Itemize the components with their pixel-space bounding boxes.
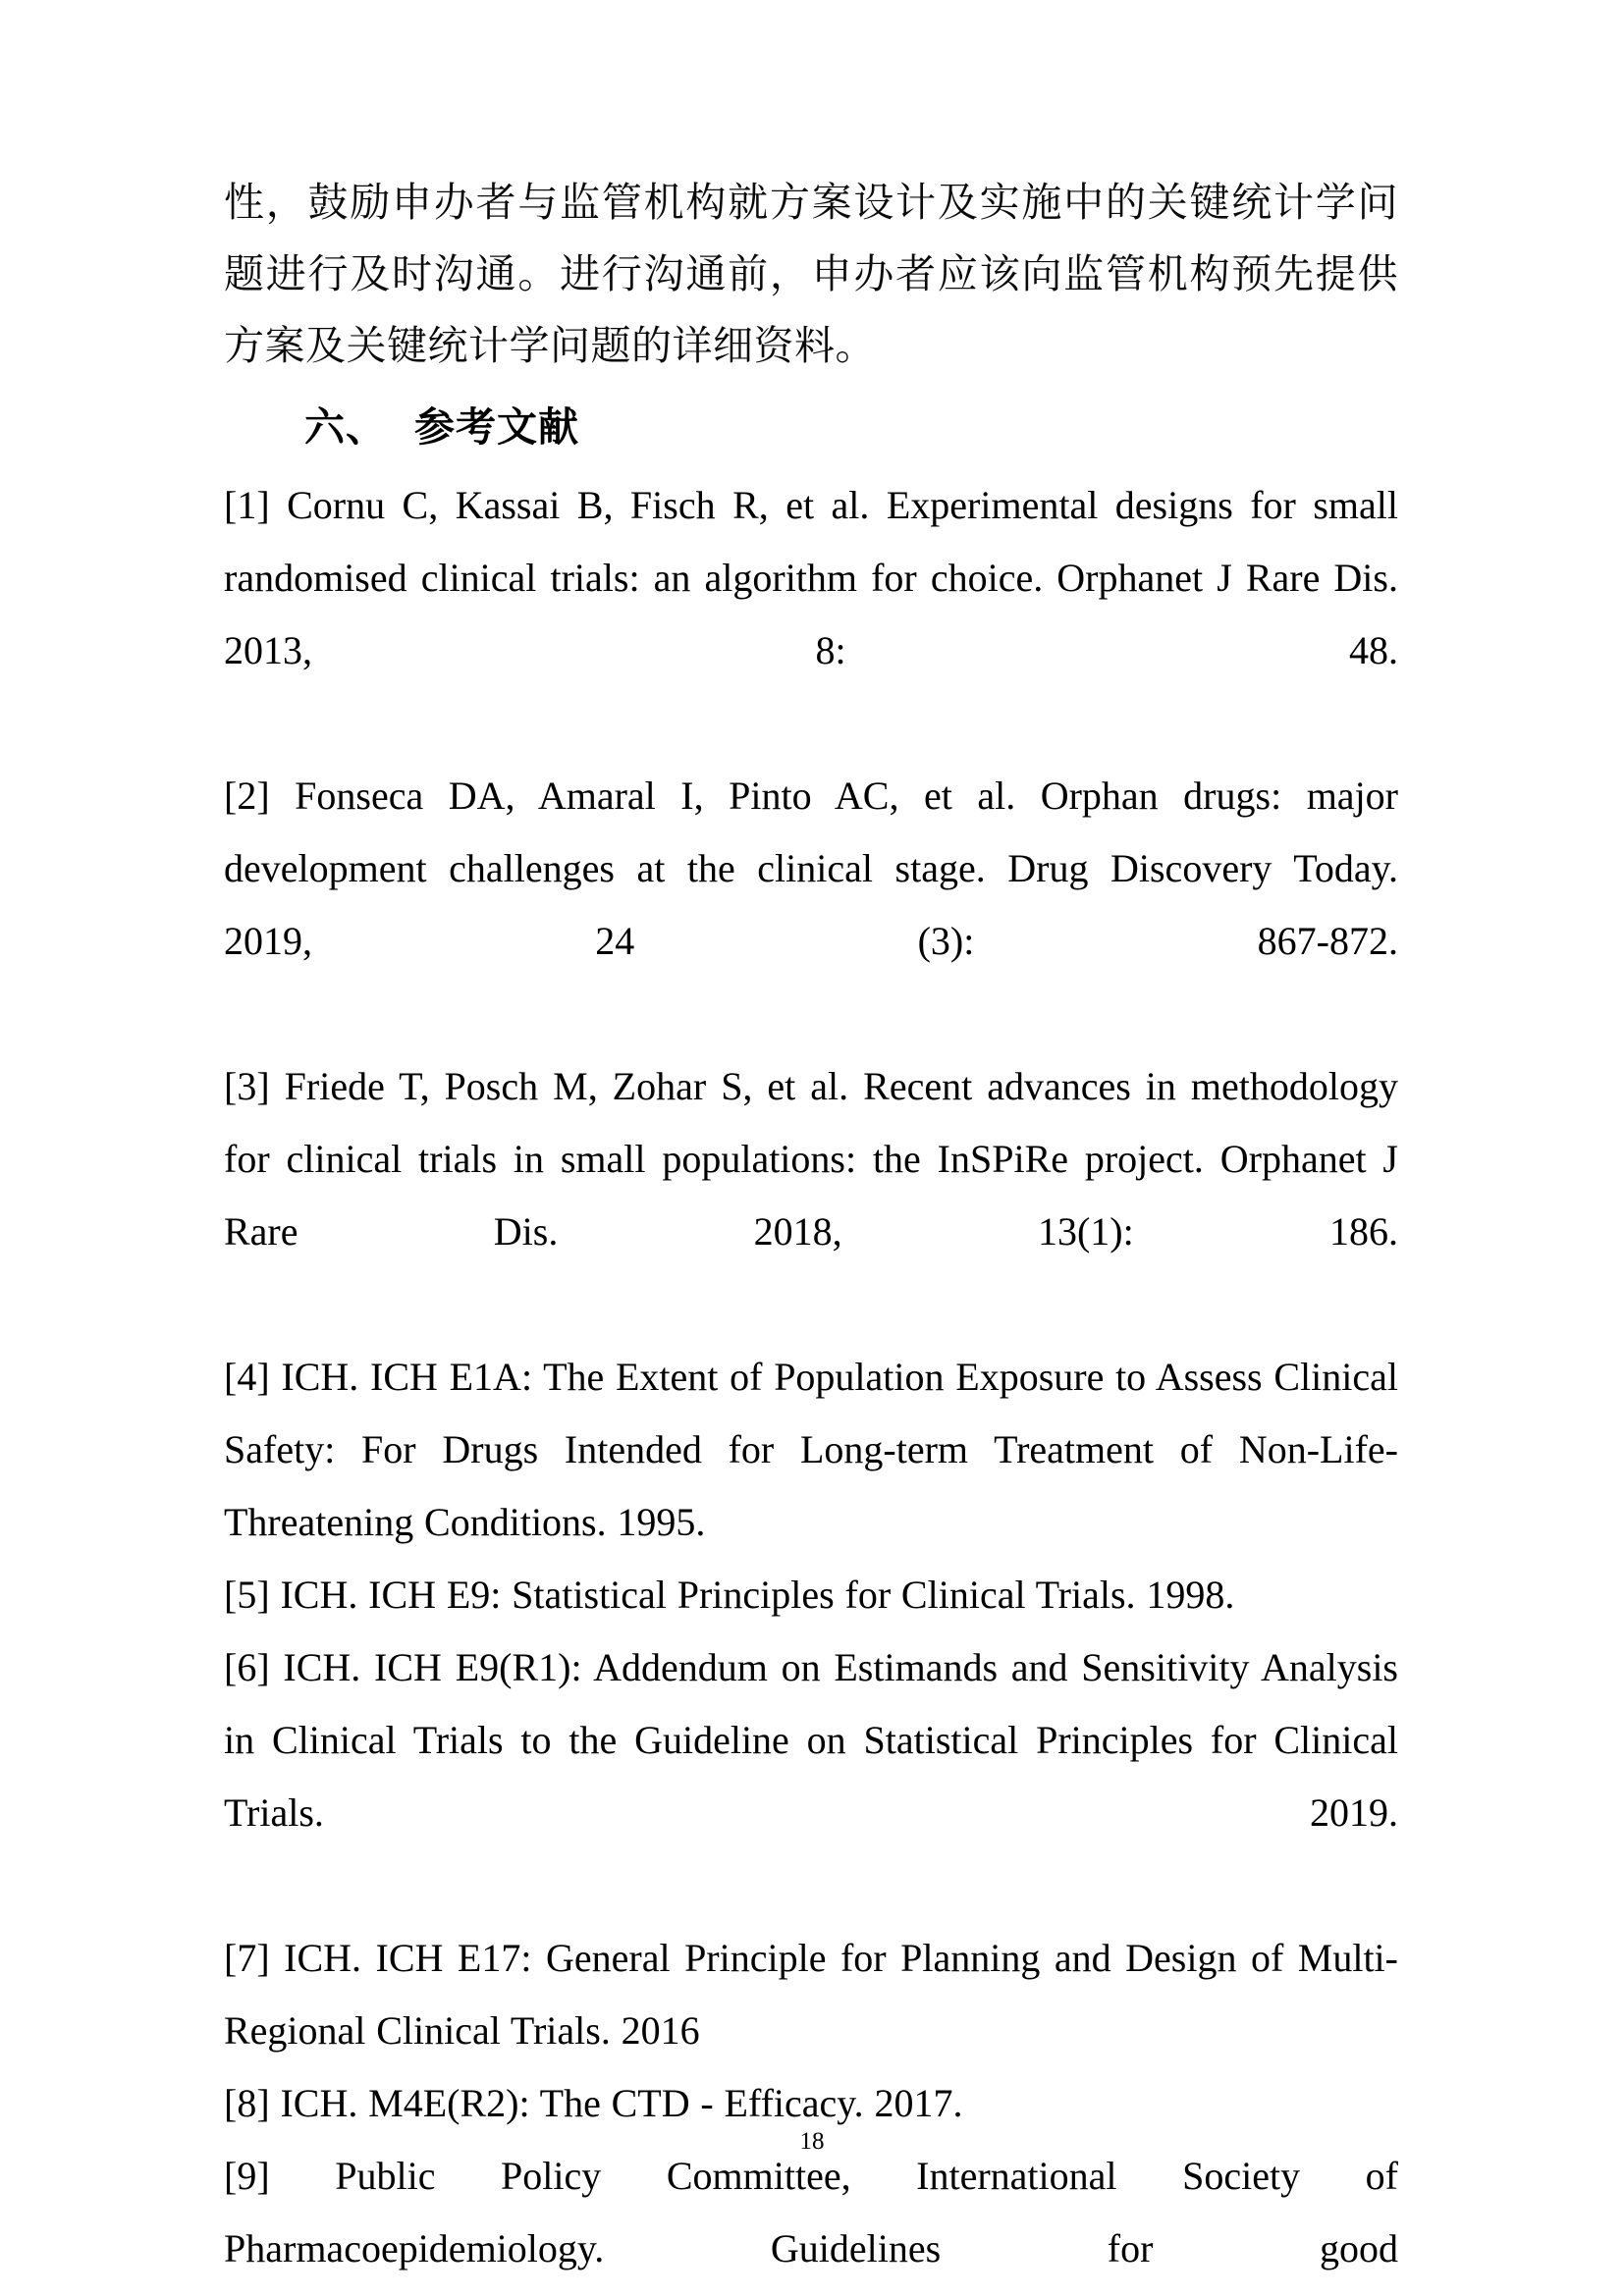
section-number: 六、 bbox=[304, 403, 387, 451]
reference-entry-4: [4] ICH. ICH E1A: The Extent of Population Exposure to Assess Clinical Safety: For Drugs Intended for Long-term Treatment of Non-Life-Threatening Conditions. 1995. bbox=[224, 1355, 1398, 1544]
reference-entry-1: [1] Cornu C, Kassai B, Fisch R, et al. Experimental designs for small randomised clinical trials: an algorithm for choice. Orphanet J Rare Dis. 2013, 8: 48. bbox=[224, 483, 1398, 672]
reference-entry-9: [9] Public Policy Committee, International Society of Pharmacoepidemiology. Guidelines for good bbox=[224, 2154, 1398, 2270]
reference-entry-3: [3] Friede T, Posch M, Zohar S, et al. Recent advances in methodology for clinical trials in small populations: the InSPiRe project. Orphanet J Rare Dis. 2018, 13(1): 186. bbox=[224, 1064, 1398, 1254]
reference-list bbox=[224, 469, 1398, 2296]
reference-entry-5: [5] ICH. ICH E9: Statistical Principles for Clinical Trials. 1998. bbox=[224, 1573, 1235, 1617]
page-content bbox=[224, 167, 1398, 2296]
page-number: 18 bbox=[799, 2128, 825, 2155]
reference-entry-6: [6] ICH. ICH E9(R1): Addendum on Estimands and Sensitivity Analysis in Clinical Trials to the Guideline on Statistical Principles for Clinical Trials. 2019. bbox=[224, 1645, 1398, 1835]
reference-entry-2: [2] Fonseca DA, Amaral I, Pinto AC, et al. Orphan drugs: major development challenges at the clinical stage. Drug Discovery Today. 2019, 24 (3): 867-872. bbox=[224, 774, 1398, 963]
body-paragraph: 性，鼓励申办者与监管机构就方案设计及实施中的关键统计学问题进行及时沟通。进行沟通前，申办者应该向监管机构预先提供方案及关键统计学问题的详细资料。 bbox=[224, 179, 1398, 369]
section-heading bbox=[224, 392, 1398, 463]
reference-entry-7: [7] ICH. ICH E17: General Principle for Planning and Design of Multi-Regional Clinical Trials. 2016 bbox=[224, 1936, 1398, 2053]
reference-entry-8: [8] ICH. M4E(R2): The CTD - Efficacy. 2017. bbox=[224, 2081, 963, 2125]
section-title: 参考文献 bbox=[414, 403, 579, 451]
